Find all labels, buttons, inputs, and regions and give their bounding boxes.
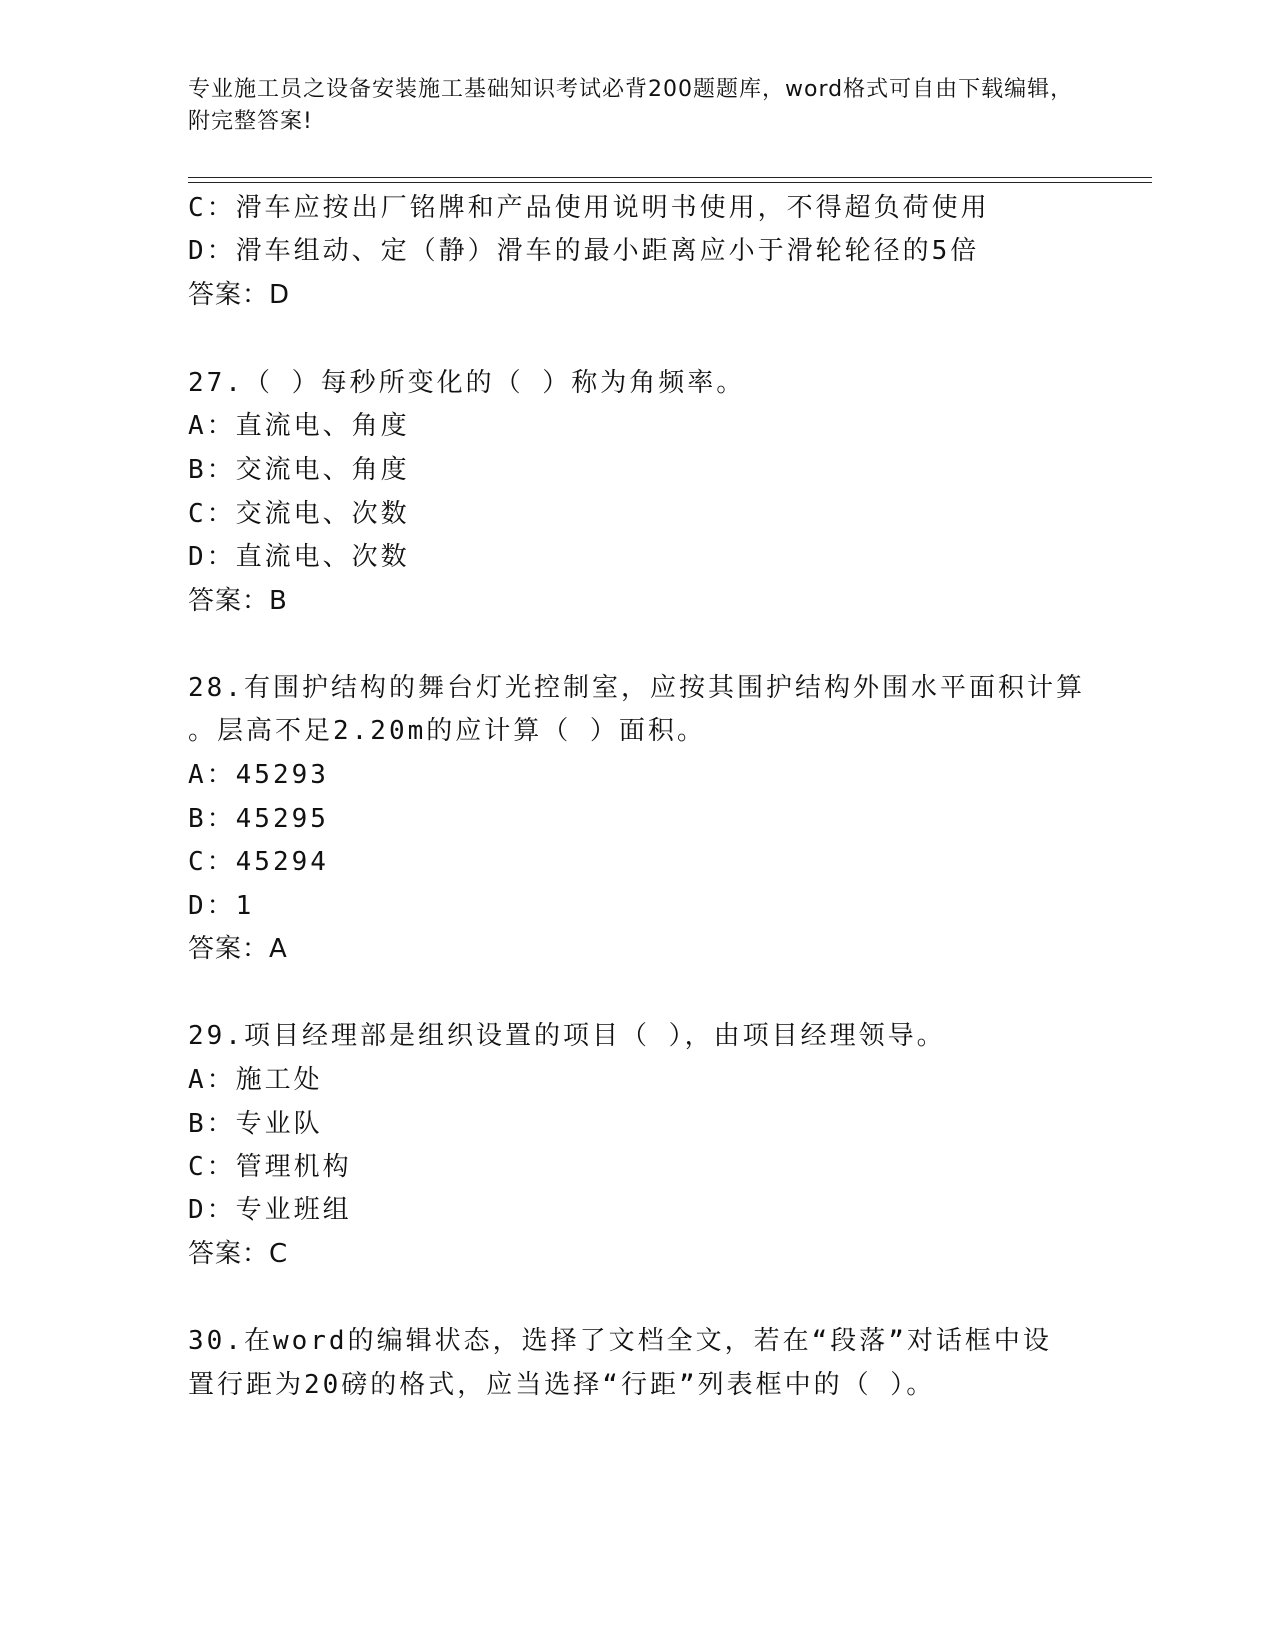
q29-option-b: B：专业队 xyxy=(188,1109,323,1139)
header-divider-top xyxy=(188,177,1152,178)
prev-option-d: D：滑车组动、定（静）滑车的最小距离应小于滑轮轮径的5倍 xyxy=(188,236,980,266)
q29-answer: 答案：C xyxy=(188,1239,289,1269)
q27-option-b: B：交流电、角度 xyxy=(188,455,410,485)
q27-option-c: C：交流电、次数 xyxy=(188,499,410,529)
q29-option-d: D：专业班组 xyxy=(188,1195,352,1225)
header-divider-bottom xyxy=(188,182,1152,183)
q30-stem-line2: 置行距为20磅的格式，应当选择“行距”列表框中的（ ）。 xyxy=(188,1370,936,1400)
q30-stem-line1: 30.在word的编辑状态，选择了文档全文，若在“段落”对话框中设 xyxy=(188,1326,1052,1356)
q29-stem: 29.项目经理部是组织设置的项目（ ），由项目经理领导。 xyxy=(188,1021,946,1051)
q28-option-a: A：45293 xyxy=(188,760,329,790)
q27-answer: 答案：B xyxy=(188,586,288,616)
q29-option-c: C：管理机构 xyxy=(188,1152,352,1182)
q28-option-b: B：45295 xyxy=(188,804,329,834)
q28-option-d: D：1 xyxy=(188,891,255,921)
q28-answer: 答案：A xyxy=(188,934,288,964)
q28-option-c: C：45294 xyxy=(188,847,329,877)
q27-option-a: A：直流电、角度 xyxy=(188,411,410,441)
q27-option-d: D：直流电、次数 xyxy=(188,542,410,572)
document-header: 专业施工员之设备安装施工基础知识考试必背200题题库，word格式可自由下载编辑，附完整答案! xyxy=(188,77,1074,134)
q27-stem: 27.（ ）每秒所变化的（ ）称为角频率。 xyxy=(188,368,746,398)
q29-option-a: A：施工处 xyxy=(188,1065,323,1095)
q28-stem-line2: 。层高不足2.20m的应计算（ ）面积。 xyxy=(188,716,706,746)
prev-option-c: C：滑车应按出厂铭牌和产品使用说明书使用，不得超负荷使用 xyxy=(188,193,990,223)
q28-stem-line1: 28.有围护结构的舞台灯光控制室，应按其围护结构外围水平面积计算 xyxy=(188,673,1085,703)
prev-answer: 答案：D xyxy=(188,280,291,310)
